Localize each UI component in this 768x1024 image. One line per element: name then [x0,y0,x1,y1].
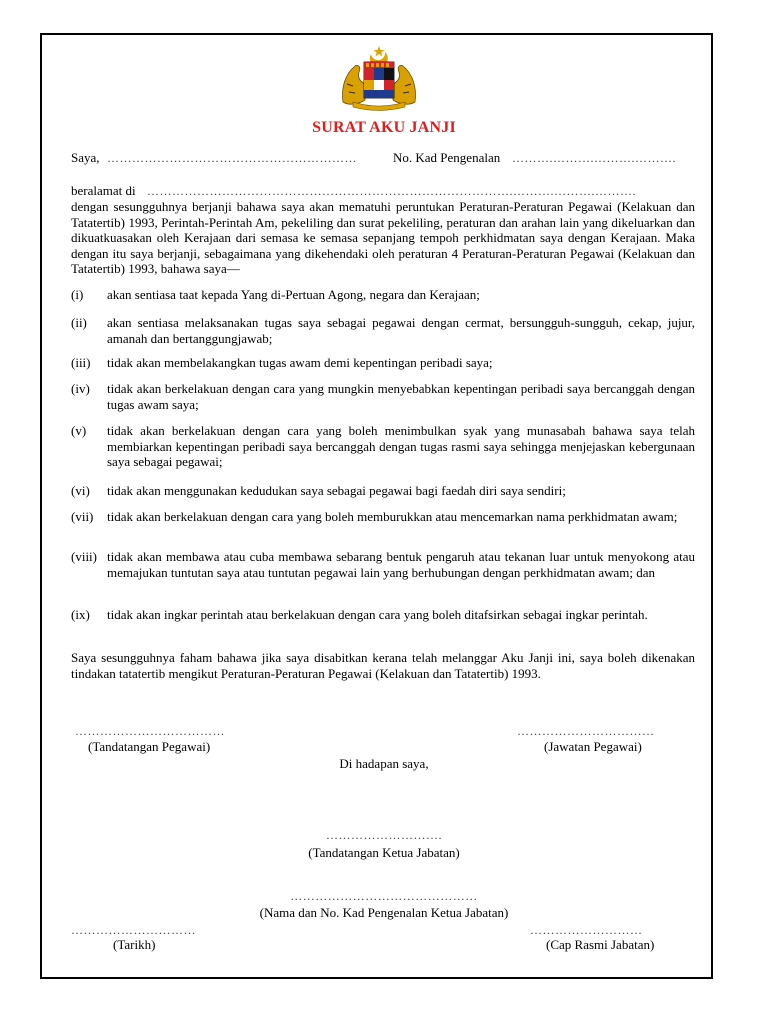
ic-label: No. Kad Pengenalan [393,150,501,165]
list-item-number: (i) [71,287,84,302]
head-signature-line[interactable]: ………………………. [326,828,442,842]
list-item-text: tidak akan membawa atau cuba membawa sebarang bentuk pengaruh atau tekanan luar untuk menyokong atau memajukan tuntutan saya atau tuntutan pegawai lain yang berhubungan dengan perkhidmatan awam; dan [107,549,695,580]
ic-number-field[interactable]: ……….……….……….………. [512,151,676,165]
list-item [71,315,695,346]
di-hadapan-saya: Di hadapan saya, [339,756,429,771]
list-item [71,607,695,623]
list-item-number: (ix) [71,607,90,622]
list-item-number: (v) [71,423,87,438]
list-item-text: tidak akan berkelakuan dengan cara yang boleh memburukkan atau mencemarkan nama perkhidmatan awam; [107,509,678,524]
head-name-line[interactable]: ……………………………………… [290,889,478,903]
officer-position-label: (Jawatan Pegawai) [544,739,642,754]
list-item [71,509,695,525]
head-name-label: (Nama dan No. Kad Pengenalan Ketua Jabatan) [259,905,509,920]
list-item-number: (ii) [71,315,87,330]
date-label: (Tarikh) [113,937,156,952]
list-item-text: akan sentiasa melaksanakan tugas saya sebagai pegawai dengan cermat, bersungguh-sungguh, cekap, jujur, amanah dan bertanggungjawab; [107,315,695,346]
saya-label: Saya, [71,150,100,165]
list-item [71,287,695,303]
address-field[interactable]: …………………………………………………………………………….……….……….………. [147,184,636,198]
document-title: SURAT AKU JANJI [312,119,456,136]
list-item-number: (iii) [71,355,91,370]
list-item-text: tidak akan berkelakuan dengan cara yang boleh menimbulkan syak yang munasabah bahawa saya telah membiarkan kepentingan peribadi saya bercanggah dengan tugas rasmi saya sehingga menjejaskan kebergunaan saya sebagai pegawai; [107,423,695,469]
official-stamp-line[interactable]: ……………………… [530,923,643,937]
name-field[interactable]: …………………………………………………… [107,151,357,165]
officer-signature-line[interactable]: ……………………………… [75,724,225,738]
list-item-number: (vii) [71,509,94,524]
list-item [71,549,695,580]
list-item [71,381,695,412]
list-item-text: tidak akan membelakangkan tugas awam demi kepentingan peribadi saya; [107,355,493,370]
officer-position-line[interactable]: …………………………… [517,724,655,738]
list-item-text: akan sentiasa taat kepada Yang di-Pertuan Agong, negara dan Kerajaan; [107,287,480,302]
list-item-number: (iv) [71,381,90,396]
list-item-text: tidak akan ingkar perintah atau berkelakuan dengan cara yang boleh ditafsirkan sebagai ingkar perintah. [107,607,648,622]
list-item-text: tidak akan berkelakuan dengan cara yang mungkin menyebabkan kepentingan peribadi saya bercanggah dengan tugas awam saya; [107,381,695,412]
list-item-number: (viii) [71,549,97,564]
alamat-label: beralamat di [71,183,136,198]
officer-signature-label: (Tandatangan Pegawai) [88,739,211,754]
list-item-text: tidak akan menggunakan kedudukan saya sebagai pegawai bagi faedah diri saya sendiri; [107,483,566,498]
list-item [71,355,695,371]
list-item [71,483,695,499]
official-stamp-label: (Cap Rasmi Jabatan) [546,937,655,952]
list-item-number: (vi) [71,483,90,498]
date-line[interactable]: ………………………… [71,923,196,937]
head-signature-label: (Tandatangan Ketua Jabatan) [308,845,460,860]
list-item [71,423,695,470]
malaysia-coat-of-arms-emblem [337,44,421,112]
closing-paragraph: Saya sesungguhnya faham bahawa jika saya disabitkan kerana telah melanggar Aku Janji ini, saya boleh dikenakan tindakan tatatertib mengikut Peraturan-Peraturan Pegawai (Kelakuan dan Tatatertib) 1993. [71,650,695,681]
intro-paragraph: dengan sesungguhnya berjanji bahawa saya akan mematuhi peruntukan Peraturan-Peraturan Pegawai (Kelakuan dan Tatatertib) 1993, Perintah-Perintah Am, pekeliling dan surat pekeliling, peraturan dan arahan lain yang dikeluarkan dan dikuatkuasakan oleh Kerajaan dari semasa ke semasa sepanjang tempoh perkhidmatan saya dengan Kerajaan. Maka dengan itu saya berjanji, sebagaimana yang dikehendaki oleh peraturan 4 Peraturan-Peraturan Pegawai (Kelakuan dan Tatatertib) 1993, bahawa saya— [71,199,695,276]
